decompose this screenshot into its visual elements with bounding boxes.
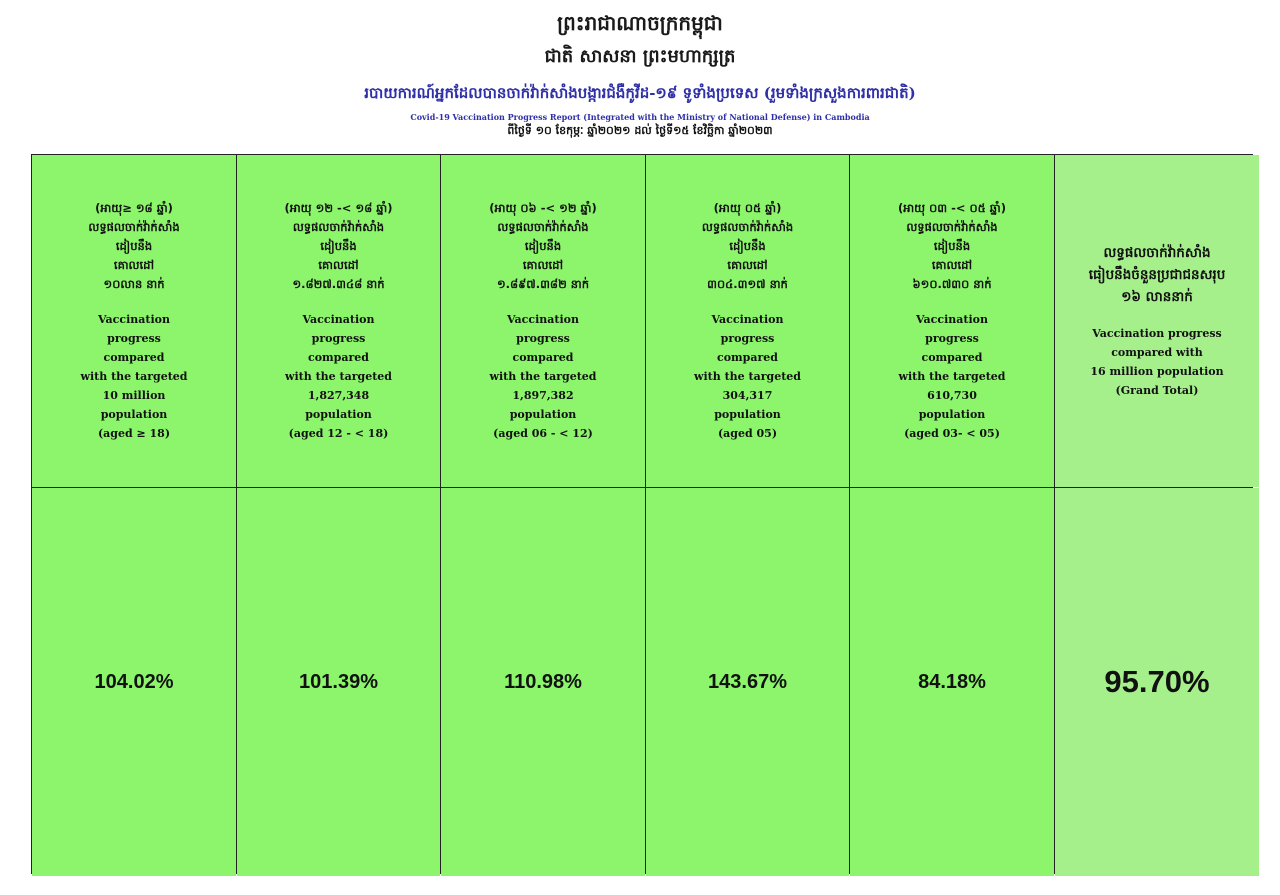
- khmer-description: (អាយុ ១២ -< ១៨ ឆ្នាំ) លទ្ធផលចាក់វ៉ាក់សាំង ដៀបនឹង គោលដៅ ១.៨២៧.៣៤៨ នាក់: [284, 201, 393, 291]
- value-aged-03-05: [850, 488, 1054, 876]
- khmer-description: (អាយុ ០៣ -< ០៥ ឆ្នាំ) លទ្ធផលចាក់វ៉ាក់សាំង ដៀបនឹង គោលដៅ ៦១០.៧៣០ នាក់: [897, 201, 1007, 291]
- value-grand-total: [1055, 488, 1259, 876]
- percentage-value: 143.67%: [708, 670, 787, 693]
- percentage-value: 104.02%: [94, 670, 174, 693]
- value-aged-18-plus: [32, 488, 236, 876]
- report-date-range: ពីថ្ងៃទី ១០ ខែកុម្ភៈ ឆ្នាំ២០២១ ដល់ ថ្ងៃទី១៥ ខែវិច្ឆិកា ឆ្នាំ២០២៣: [507, 124, 773, 137]
- column-header-aged-18-plus: [32, 155, 236, 487]
- khmer-description: លទ្ធផលចាក់វ៉ាក់សាំង ធៀបនឹងចំនួនប្រជាជនសរុប ១៦ លាននាក់: [1088, 245, 1226, 305]
- english-description: Vaccination progress compared with the targeted 1,827,348 population (aged 12 - < 18): [285, 313, 392, 440]
- percentage-value: 84.18%: [918, 670, 986, 693]
- column-header-aged-12-18: [237, 155, 440, 487]
- report-title-khmer: របាយការណ៍អ្នកដែលបានចាក់វ៉ាក់សាំងបង្ការជំងឺកូវីដ-១៩ ទូទាំងប្រទេស (រួមទាំងក្រសួងការពារជាតិ): [364, 84, 916, 102]
- english-description: Vaccination progress compared with the targeted 304,317 population (aged 05): [694, 313, 801, 440]
- report-header: [0, 0, 1280, 150]
- english-description: Vaccination progress compared with 16 million population (Grand Total): [1090, 327, 1224, 397]
- khmer-description: (អាយុ ០៦ -< ១២ ឆ្នាំ) លទ្ធផលចាក់វ៉ាក់សាំង ដៀបនឹង គោលដៅ ១.៨៩៧.៣៨២ នាក់: [489, 201, 597, 291]
- report-title-english: Covid-19 Vaccination Progress Report (Integrated with the Ministry of National Defense) in Cambodia: [410, 112, 870, 122]
- percentage-value: 101.39%: [299, 670, 378, 693]
- value-aged-06-12: [441, 488, 645, 876]
- percentage-value: 95.70%: [1104, 664, 1210, 699]
- vaccination-progress-table: [31, 154, 1253, 874]
- kingdom-title: ព្រះរាជាណាចក្រកម្ពុជា: [557, 11, 723, 35]
- english-description: Vaccination progress compared with the targeted 610,730 population (aged 03- < 05): [898, 313, 1006, 440]
- english-description: Vaccination progress compared with the targeted 10 million population (aged ≥ 18): [80, 313, 188, 440]
- national-motto: ជាតិ សាសនា ព្រះមហាក្សត្រ: [544, 46, 736, 67]
- english-description: Vaccination progress compared with the targeted 1,897,382 population (aged 06 - < 12): [489, 313, 597, 440]
- value-aged-05: [646, 488, 849, 876]
- column-header-aged-06-12: [441, 155, 645, 487]
- column-header-grand-total: [1055, 155, 1259, 487]
- column-header-aged-05: [646, 155, 849, 487]
- value-aged-12-18: [237, 488, 440, 876]
- column-header-aged-03-05: [850, 155, 1054, 487]
- percentage-value: 110.98%: [504, 670, 582, 693]
- khmer-description: (អាយុ≥ ១៨ ឆ្នាំ) លទ្ធផលចាក់វ៉ាក់សាំង ដៀបនឹង គោលដៅ ១០លាន នាក់: [88, 201, 180, 291]
- khmer-description: (អាយុ ០៥ ឆ្នាំ) លទ្ធផលចាក់វ៉ាក់សាំង ដៀបនឹង គោលដៅ ៣០៤.៣១៧ នាក់: [701, 201, 794, 291]
